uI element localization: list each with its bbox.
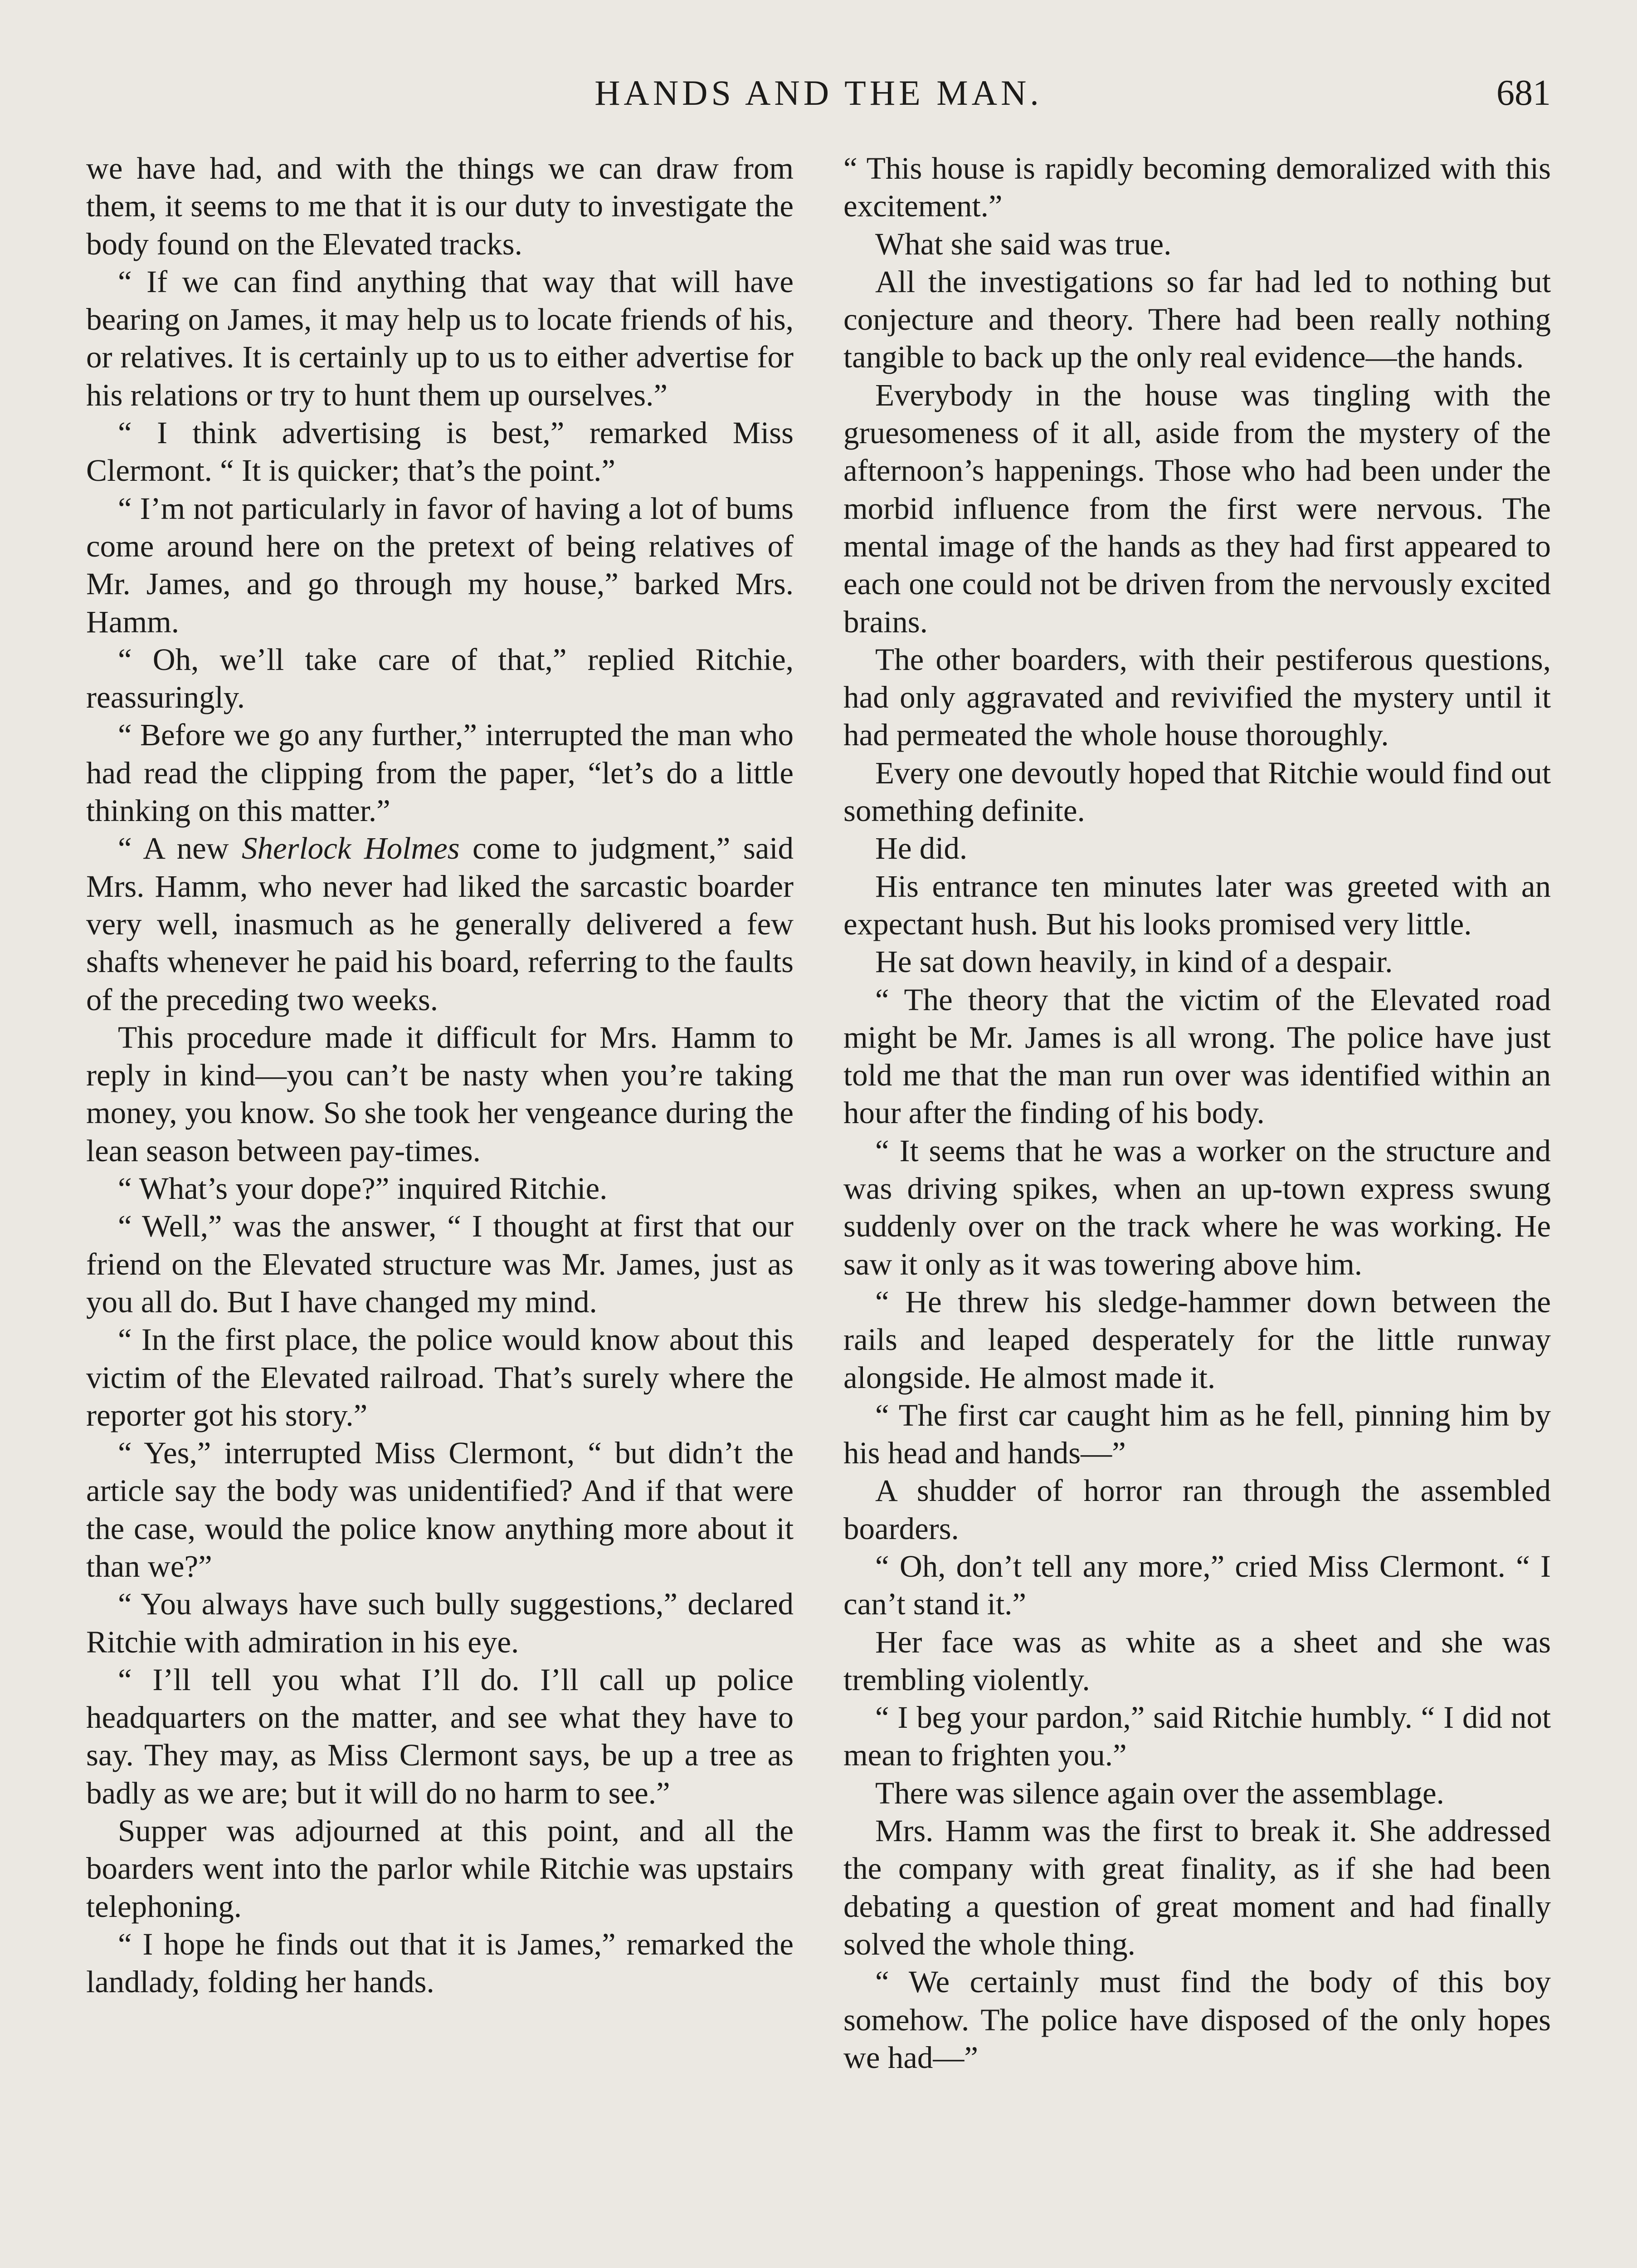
paragraph: Everybody in the house was tingling with the gruesomeness of it all, aside from the mystery of the afternoon’s happenings. Those who had been under the morbid influence from the first were nervous. The mental image of the hands as they had first appeared to each one could not be driven from the nervously excited brains. <box>843 377 1551 639</box>
paragraph: “ I’m not particularly in favor of having a lot of bums come around here on the pretext of being relatives of Mr. James, and go through my house,” barked Mrs. Hamm. <box>86 491 794 639</box>
paragraph: What she said was true. <box>875 226 1172 261</box>
paragraph: He sat down heavily, in kind of a despair. <box>875 944 1393 979</box>
paragraph: “ The theory that the victim of the Elevated road might be Mr. James is all wrong. The police have just told me that the man run over was identified within an hour after the finding of his body. <box>843 982 1551 1130</box>
paragraph: we have had, and with the things we can draw from them, it seems to me that it is our duty to investigate the body found on the Elevated tracks. <box>86 151 794 261</box>
paragraph: “ This house is rapidly becoming demoralized with this excitement.” <box>843 151 1551 224</box>
paragraph: A shudder of horror ran through the assembled boarders. <box>843 1473 1551 1546</box>
paragraph: “ It seems that he was a worker on the structure and was driving spikes, when an up-town express swung suddenly over on the track where he was working. He saw it only as it was towering above him. <box>843 1133 1551 1281</box>
paragraph: “ If we can find anything that way that will have bearing on James, it may help us to locate friends of his, or relatives. It is certainly up to us to either advertise for his relations or try to hunt them up ourselves.” <box>86 264 794 412</box>
paragraph: There was silence again over the assemblage. <box>875 1775 1444 1810</box>
paragraph: Supper was adjourned at this point, and all the boarders went into the parlor while Ritchie was upstairs telephoning. <box>86 1813 794 1924</box>
paragraph: “ We certainly must find the body of this boy somehow. The police have disposed of the only hopes we had—” <box>843 1965 1551 2075</box>
page-number: 681 <box>1496 73 1551 113</box>
left-column <box>86 150 794 2001</box>
paragraph: Her face was as white as a sheet and she was trembling violently. <box>843 1624 1551 1697</box>
paragraph: “ You always have such bully suggestions,” declared Ritchie with admiration in his eye. <box>86 1587 794 1659</box>
paragraph: “ I beg your pardon,” said Ritchie humbly. “ I did not mean to frighten you.” <box>843 1700 1551 1773</box>
paragraph: “ The first car caught him as he fell, pinning him by his head and hands—” <box>843 1398 1551 1471</box>
paragraph: “ I hope he finds out that it is James,” remarked the landlady, folding her hands. <box>86 1926 794 1999</box>
paragraph: “ I’ll tell you what I’ll do. I’ll call up police headquarters on the matter, and see what they have to say. They may, as Miss Clermont says, be up a tree as badly as we are; but it will do no harm to see.” <box>86 1662 794 1810</box>
paragraph: “ A new Sherlock Holmes come to judgment,” said Mrs. Hamm, who never had liked the sarcastic boarder very well, inasmuch as he generally delivered a few shafts whenever he paid his board, referring to the faults of the preceding two weeks. <box>86 831 794 1017</box>
paragraph: He did. <box>875 831 968 866</box>
right-column <box>843 150 1551 2077</box>
paragraph: Every one devoutly hoped that Ritchie would find out something definite. <box>843 755 1551 828</box>
paragraph: “ What’s your dope?” inquired Ritchie. <box>118 1171 608 1206</box>
paragraph: This procedure made it difficult for Mrs. Hamm to reply in kind—you can’t be nasty when you’re taking money, you know. So she took her vengeance during the lean season between pay-times. <box>86 1020 794 1168</box>
paragraph: His entrance ten minutes later was greeted with an expectant hush. But his looks promised very little. <box>843 869 1551 941</box>
paragraph: Mrs. Hamm was the first to break it. She addressed the company with great finality, as if she had been debating a question of great moment and had finally solved the whole thing. <box>843 1813 1551 1961</box>
paragraph: “ Oh, don’t tell any more,” cried Miss Clermont. “ I can’t stand it.” <box>843 1549 1551 1622</box>
paragraph: “ Well,” was the answer, “ I thought at first that our friend on the Elevated structure was Mr. James, just as you all do. But I have changed my mind. <box>86 1209 794 1319</box>
paragraph: “ Oh, we’ll take care of that,” replied Ritchie, reassuringly. <box>86 642 794 715</box>
italic-title: Sherlock Holmes <box>242 831 460 866</box>
paragraph: “ Before we go any further,” interrupted the man who had read the clipping from the paper, “let’s do a little thinking on this matter.” <box>86 718 794 828</box>
page-header <box>86 68 1551 118</box>
running-head: HANDS AND THE MAN. <box>594 73 1043 112</box>
paragraph: “ In the first place, the police would know about this victim of the Elevated railroad. That’s surely where the reporter got his story.” <box>86 1322 794 1432</box>
paragraph: “ Yes,” interrupted Miss Clermont, “ but didn’t the article say the body was unidentified? And if that were the case, would the police know anything more about it than we?” <box>86 1436 794 1584</box>
paragraph: The other boarders, with their pestiferous questions, had only aggravated and revivified the mystery until it had permeated the whole house thoroughly. <box>843 642 1551 753</box>
paragraph: “ I think advertising is best,” remarked Miss Clermont. “ It is quicker; that’s the point.” <box>86 415 794 488</box>
paragraph: “ He threw his sledge-hammer down between the rails and leaped desperately for the little runway alongside. He almost made it. <box>843 1284 1551 1395</box>
paragraph: All the investigations so far had led to nothing but conjecture and theory. There had been really nothing tangible to back up the only real evidence—the hands. <box>843 264 1551 375</box>
